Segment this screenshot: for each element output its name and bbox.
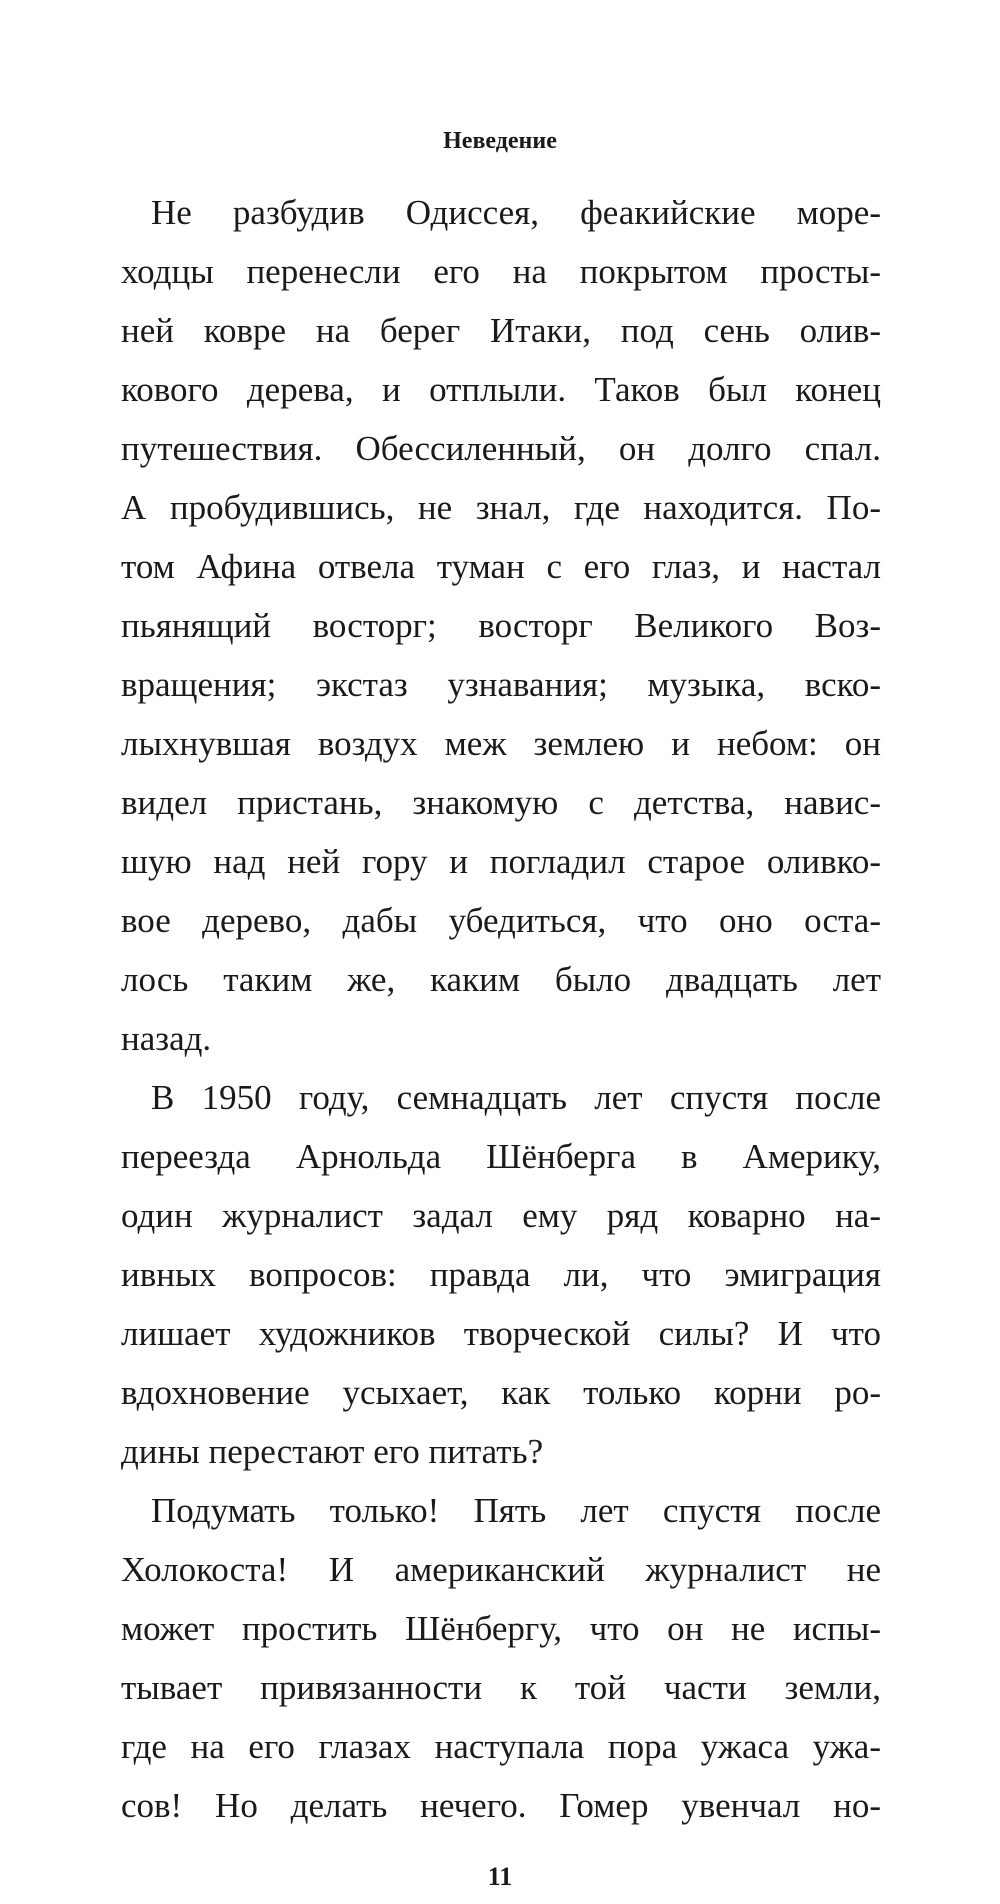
text-line: сов! Но делать нечего. Гомер увенчал но-	[121, 1786, 881, 1825]
text-line: может простить Шёнбергу, что он не испы-	[121, 1609, 881, 1648]
text-line: А пробудившись, не знал, где находится. По-	[121, 488, 881, 527]
text-line: лось таким же, каким было двадцать лет	[121, 960, 881, 999]
text-line: вое дерево, дабы убедиться, что оно оста-	[121, 901, 881, 940]
paragraph	[121, 183, 881, 1068]
paragraph	[121, 1481, 881, 1835]
text-line: переезда Арнольда Шёнберга в Америку,	[121, 1137, 881, 1176]
text-line: лишает художников творческой силы? И что	[121, 1314, 881, 1353]
text-line: шую над ней гору и погладил старое оливко-	[121, 842, 881, 881]
body-text	[121, 183, 881, 1835]
text-line: том Афина отвела туман с его глаз, и настал	[121, 547, 881, 586]
text-line: Подумать только! Пять лет спустя после	[151, 1491, 881, 1530]
text-line: где на его глазах наступала пора ужаса ужа-	[121, 1727, 881, 1766]
text-line: ивных вопросов: правда ли, что эмиграция	[121, 1255, 881, 1294]
text-line: Не разбудив Одиссея, феакийские море-	[151, 193, 881, 232]
text-line: кового дерева, и отплыли. Таков был конец	[121, 370, 881, 409]
text-line: назад.	[121, 1019, 212, 1058]
text-line: В 1950 году, семнадцать лет спустя после	[151, 1078, 881, 1117]
text-line: пьянящий восторг; восторг Великого Воз-	[121, 606, 881, 645]
text-line: Холокоста! И американский журналист не	[121, 1550, 881, 1589]
text-line: вдохновение усыхает, как только корни ро-	[121, 1373, 881, 1412]
chapter-title: Неведение	[443, 128, 557, 154]
text-line: дины перестают его питать?	[121, 1432, 544, 1471]
paragraph	[121, 1068, 881, 1481]
text-line: путешествия. Обессиленный, он долго спал.	[121, 429, 881, 468]
text-line: тывает привязанности к той части земли,	[121, 1668, 881, 1707]
text-line: ходцы перенесли его на покрытом просты-	[121, 252, 881, 291]
text-line: ней ковре на берег Итаки, под сень олив-	[121, 311, 881, 350]
text-line: вращения; экстаз узнавания; музыка, вско-	[121, 665, 881, 704]
page-number: 11	[487, 1862, 513, 1891]
text-line: видел пристань, знакомую с детства, навис-	[121, 783, 881, 822]
text-line: лыхнувшая воздух меж землею и небом: он	[121, 724, 881, 763]
text-line: один журналист задал ему ряд коварно на-	[121, 1196, 881, 1235]
